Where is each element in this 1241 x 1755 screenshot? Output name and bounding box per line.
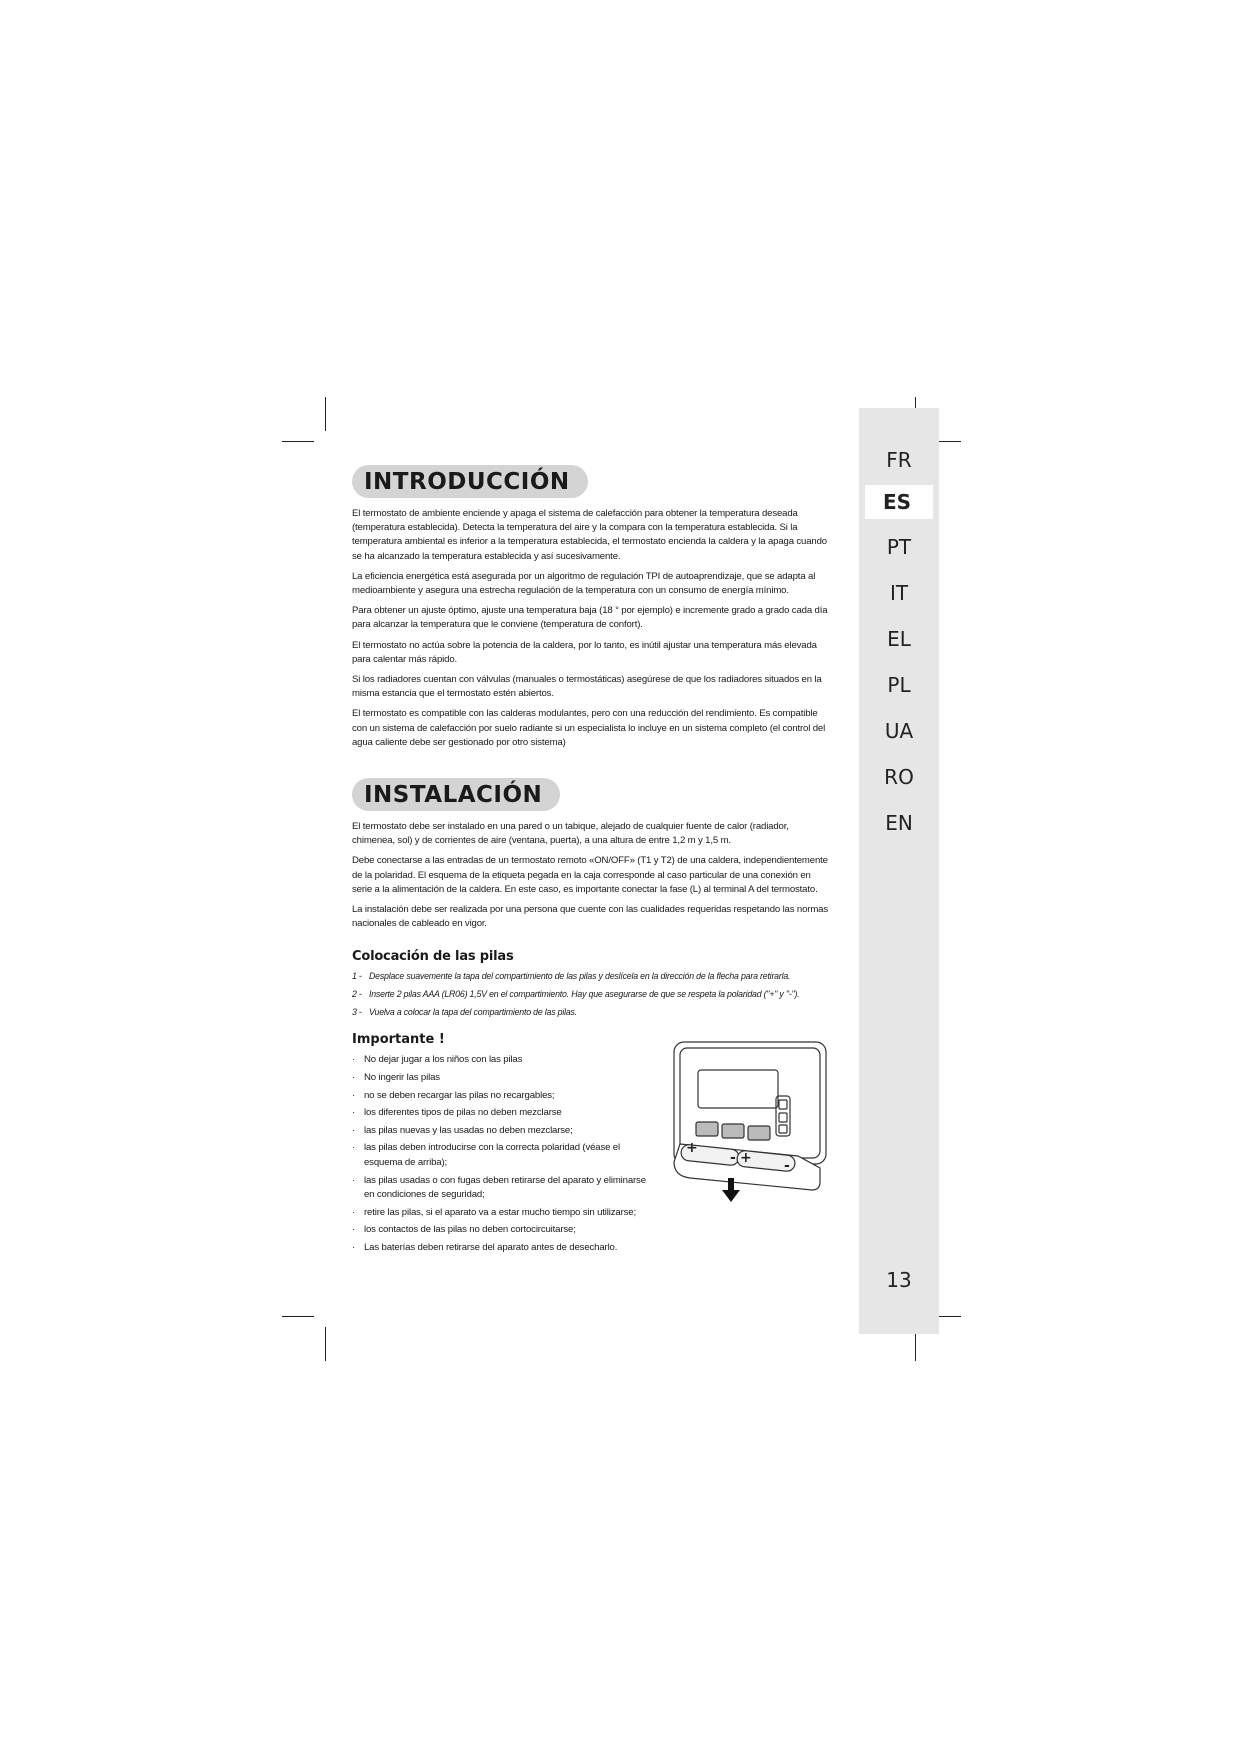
step-text: Vuelva a colocar la tapa del compartimiento de las pilas. [369, 1007, 577, 1018]
crop-mark [325, 1327, 326, 1361]
language-tab-es[interactable]: ES [865, 485, 933, 519]
language-tab-it[interactable]: IT [889, 581, 909, 605]
language-tab-pt[interactable]: PT [886, 535, 912, 559]
list-item-text: Las baterías deben retirarse del aparato antes de desecharlo. [364, 1242, 618, 1253]
list-item-text: No dejar jugar a los niños con las pilas [364, 1054, 523, 1066]
bullet: · [352, 1089, 356, 1101]
thermostat-illustration [670, 1032, 830, 1212]
list-item [352, 1071, 652, 1086]
list-item-text: No ingerir las pilas [364, 1072, 440, 1084]
minus-mark: - [730, 1150, 736, 1167]
list-item-text: no se deben recargar las pilas no recargables; [364, 1089, 555, 1101]
intro-paragraph: Si los radiadores cuentan con válvulas (manuales o termostáticas) asegúrese de que los radiadores situados en la misma estancia que el termostato estén abiertos. [352, 674, 822, 700]
battery-steps [352, 970, 832, 1018]
language-tab-pl[interactable]: PL [887, 673, 911, 697]
bullet: · [352, 1054, 356, 1066]
list-item [352, 1241, 652, 1256]
battery-step [352, 988, 832, 1000]
crop-mark [282, 441, 314, 442]
step-number: 2 - [352, 989, 362, 1000]
step-number: 1 - [352, 971, 362, 982]
bullet: · [352, 1107, 356, 1119]
main-content [352, 465, 832, 1259]
plus-mark: + [686, 1140, 698, 1157]
battery-step [352, 1006, 832, 1018]
list-item [352, 1053, 652, 1068]
language-tab-ro[interactable]: RO [884, 765, 914, 789]
list-item-text: los diferentes tipos de pilas no deben mezclarse [364, 1107, 562, 1119]
important-title: Importante ! [352, 1032, 445, 1048]
intro-paragraph: El termostato es compatible con las calderas modulantes, pero con una reducción del rendimiento. Es compatible con un sistema de calefacción por suelo radiante si un especialista lo incluye en un sistema completo (el control del agua caliente debe ser gestionado por otro sistema) [352, 708, 826, 748]
language-tab-fr[interactable]: FR [886, 448, 912, 472]
intro-paragraph: El termostato no actúa sobre la potencia de la caldera, por lo tanto, es inútil ajustar una temperatura más elevada para calentar más rápido. [352, 639, 817, 665]
list-item [352, 1206, 652, 1221]
intro-paragraph: Para obtener un ajuste óptimo, ajuste una temperatura baja (18 ° por ejemplo) e incremente grado a grado cada día para alcanzar la temperatura que le conviene (temperatura de confort). [352, 605, 828, 631]
battery-step [352, 970, 832, 982]
list-item-text: retire las pilas, si el aparato va a estar mucho tiempo sin utilizarse; [364, 1206, 636, 1218]
bullet: · [352, 1072, 356, 1084]
step-number: 3 - [352, 1007, 362, 1018]
bullet: · [352, 1224, 356, 1236]
install-paragraph: La instalación debe ser realizada por una persona que cuente con las cualidades requeridas respetando las normas nacionales de cableado en vigor. [352, 904, 828, 930]
language-tab-ua[interactable]: UA [884, 719, 914, 743]
crop-mark [282, 1316, 314, 1317]
intro-paragraph: La eficiencia energética está asegurada por un algoritmo de regulación TPI de autoaprendizaje, que se adapta al medioambiente y asegura una estrecha regulación de la temperatura con un consumo de energía mínimo. [352, 570, 816, 597]
intro-title: INTRODUCCIÓN [352, 465, 588, 498]
bullet: · [352, 1242, 356, 1253]
minus-mark: - [784, 1158, 790, 1175]
page-number: 13 [886, 1268, 912, 1292]
list-item [352, 1106, 652, 1121]
list-item [352, 1124, 652, 1139]
intro-paragraph: El termostato de ambiente enciende y apaga el sistema de calefacción para obtener la temperatura deseada (temperatura establecida). Detecta la temperatura del aire y la compara con la temperatura establecida. Si la temperatura ambiental es inferior a la temperatura establecida, el termostato encienda la caldera y la apaga cuando se ha alcanzado la temperatura establecida y así sucesivamente. [352, 508, 827, 562]
bullet: · [352, 1206, 356, 1218]
list-item-text: las pilas deben introducirse con la correcta polaridad (véase el esquema de arriba); [364, 1142, 620, 1169]
plus-mark: + [740, 1150, 752, 1167]
bullet: · [352, 1174, 356, 1186]
install-paragraph: Debe conectarse a las entradas de un termostato remoto «ON/OFF» (T1 y T2) de una caldera, independientemente de la polaridad. El esquema de la etiqueta pegada en la caja corresponde al caso particular de una conexión en serie a la alimentación de la caldera. En este caso, es importante conectar la fase (L) al terminal A del termostato. [352, 855, 828, 895]
list-item [352, 1089, 652, 1104]
language-tab-en[interactable]: EN [885, 811, 913, 835]
step-text: Inserte 2 pilas AAA (LR06) 1,5V en el compartimiento. Hay que asegurarse de que se respeta la polaridad ("+" y "-"). [369, 989, 800, 1000]
bullet: · [352, 1124, 356, 1136]
list-item [352, 1174, 652, 1203]
batteries-title: Colocación de las pilas [352, 949, 514, 965]
important-list [352, 1053, 652, 1255]
install-title: INSTALACIÓN [352, 778, 560, 811]
install-paragraph: El termostato debe ser instalado en una pared o un tabique, alejado de cualquier fuente de calor (radiador, chimenea, sol) y de corrientes de aire (ventana, puerta), a una altura de entre 1,2 m y 1,5 m. [352, 821, 789, 847]
bullet: · [352, 1142, 356, 1154]
list-item-text: las pilas nuevas y las usadas no deben mezclarse; [364, 1124, 573, 1136]
language-sidebar [859, 408, 939, 1334]
list-item-text: los contactos de las pilas no deben cortocircuitarse; [364, 1224, 576, 1236]
language-tab-el[interactable]: EL [887, 627, 911, 651]
list-item [352, 1223, 652, 1238]
step-text: Desplace suavemente la tapa del compartimiento de las pilas y deslícela en la dirección de la flecha para retirarla. [369, 971, 791, 982]
important-section [352, 1032, 832, 1255]
crop-mark [325, 397, 326, 431]
list-item-text: las pilas usadas o con fugas deben retirarse del aparato y eliminarse en condiciones de seguridad; [364, 1174, 646, 1201]
list-item [352, 1141, 652, 1170]
